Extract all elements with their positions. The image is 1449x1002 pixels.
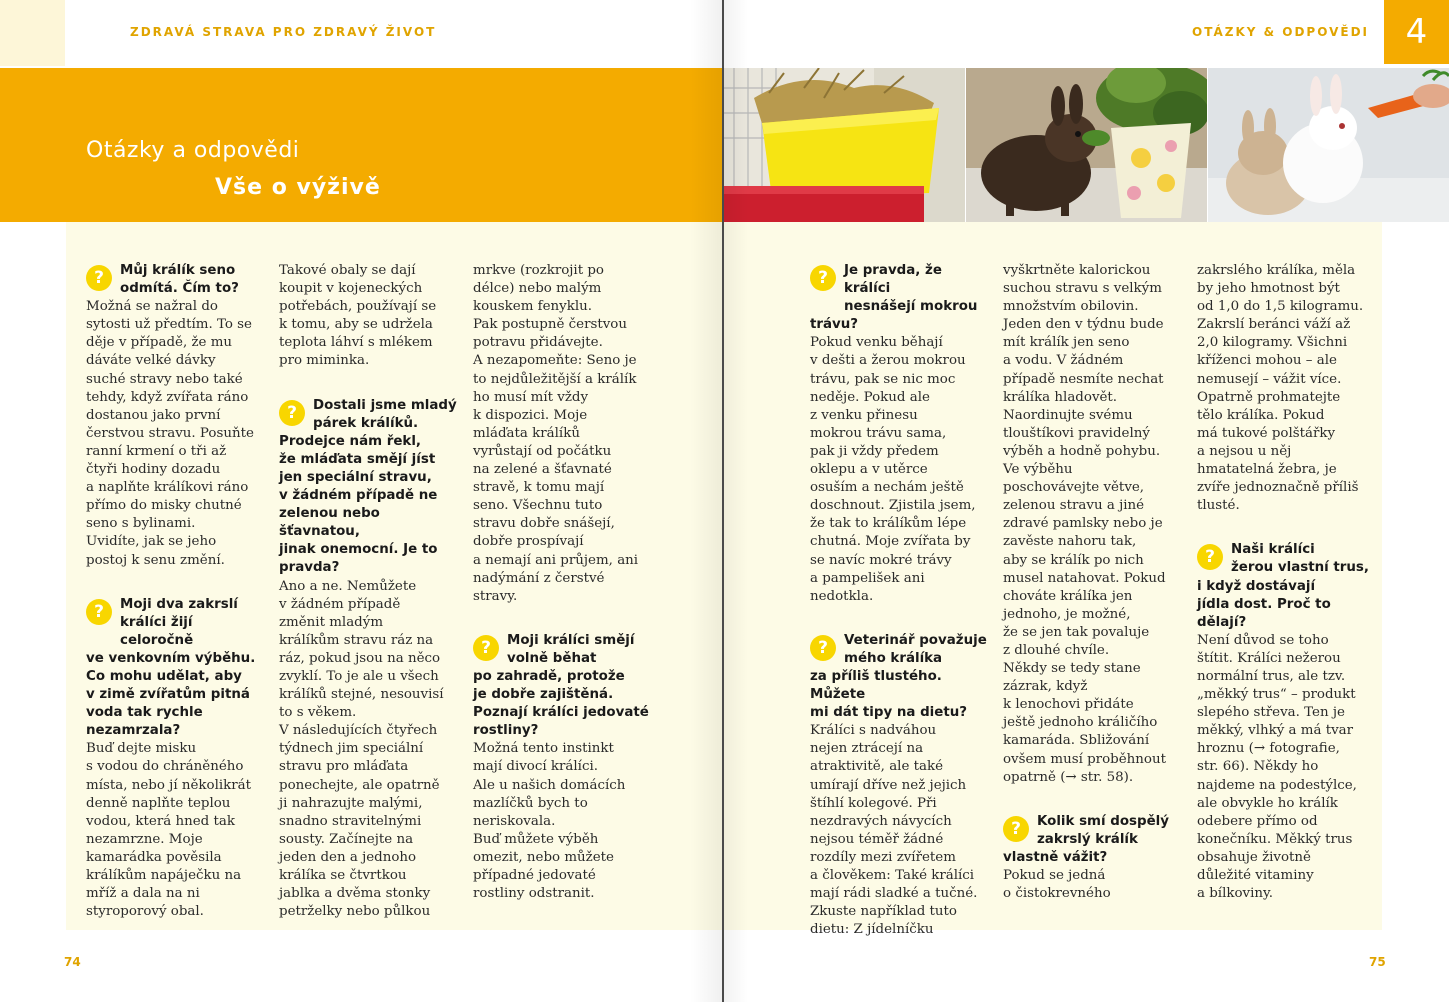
question-line: Můj králík seno [120, 263, 236, 278]
question-line: dělají? [1197, 614, 1247, 630]
question-mark-icon: ? [473, 635, 499, 661]
answer-text [279, 262, 459, 371]
answer-line: umírají dříve než jejich [810, 777, 967, 793]
answer-line: že tak to králíkům lépe [810, 516, 967, 532]
answer-line: A nezapomeňte: Seno je [473, 353, 637, 369]
question-line: vlastně vážit? [1003, 849, 1108, 865]
answer-line: stravu pro mláďata [279, 759, 409, 775]
answer-line: týdnech jim speciální [279, 741, 424, 757]
answer-line: sytosti už předtím. To se [86, 317, 252, 333]
answer-line: nezdravých návycích [810, 813, 952, 829]
question-line: zakrslý králík [1037, 831, 1138, 847]
answer-line: Zakrslí beránci váží až [1197, 317, 1351, 333]
running-head-right: OTÁZKY & ODPOVĚDI [1192, 25, 1369, 39]
answer-line: zavěste nahoru tak, [1003, 534, 1137, 550]
answer-line: najdeme na podestýlce, [1197, 777, 1357, 793]
question-line: odmítá. Čím to? [120, 281, 239, 297]
right-page [724, 0, 1449, 1002]
answer-text [86, 740, 266, 921]
question-line: Je pravda, že králíci [844, 263, 942, 297]
question-line: Moji dva zakrslí [120, 596, 238, 612]
question-line: voda tak rychle [86, 705, 203, 721]
answer-line: dáváte velké dávky [86, 353, 216, 369]
answer-line: o čistokrevného [1003, 886, 1111, 902]
question-mark-icon: ? [810, 265, 836, 291]
answer-line: nadýmání z čerstvé [473, 570, 605, 586]
question-line: žerou vlastní trus, [1231, 560, 1369, 576]
question-mark-icon: ? [86, 265, 112, 291]
answer-line: odebere přímo od [1197, 813, 1318, 829]
answer-line: má tukové polštářky [1197, 425, 1336, 441]
answer-line: chováte králíka jen [1003, 588, 1133, 604]
answer-line: dietu: Z jídelníčku [810, 922, 934, 938]
answer-line: dostanou jako první [86, 407, 221, 423]
question-line: jinak onemocní. Je to [279, 542, 438, 558]
answer-text [473, 262, 653, 606]
answer-line: trávu, pak se nic moc [810, 371, 956, 387]
question-heading [1003, 813, 1183, 867]
answer-line: Pokud se jedná [1003, 868, 1106, 883]
question-heading [1197, 541, 1377, 631]
question-line: i když dostávají [1197, 578, 1316, 594]
answer-line: nedotkla. [810, 588, 874, 604]
question-line: králíci žijí celoročně [120, 614, 194, 648]
answer-line: chutná. Moje zvířata by [810, 534, 971, 550]
answer-line: stravu dobře snášejí, [473, 516, 615, 532]
answer-line: konečníku. Měkký trus [1197, 831, 1353, 847]
answer-line: zelenou stravu a jiné [1003, 498, 1145, 514]
answer-line: jablka a dvěma stonky [279, 886, 431, 902]
answer-line: Pak postupně čerstvou [473, 317, 627, 333]
question-line: v žádném případě ne [279, 488, 438, 504]
answer-line: Pokud venku běhají [810, 335, 943, 351]
answer-text [810, 334, 990, 605]
page-number-right: 75 [1369, 955, 1386, 969]
question-line: nezamrzala? [86, 723, 181, 739]
question-line: že mláďata smějí jíst [279, 451, 436, 467]
answer-line: nemusejí – vážit více. [1197, 371, 1342, 387]
answer-line: děje v případě, že mu [86, 335, 233, 351]
answer-line: seno. Všechnu tuto [473, 498, 603, 514]
answer-line: Jeden den v týdnu bude [1003, 317, 1164, 333]
answer-line: stravy. [473, 588, 518, 604]
answer-line: délce) nebo malým [473, 281, 602, 297]
answer-text [1197, 632, 1377, 903]
answer-text [86, 298, 266, 569]
answer-line: ovšem musí proběhnout [1003, 751, 1166, 767]
answer-line: pro miminka. [279, 353, 370, 369]
answer-line: Zkuste například tuto [810, 904, 957, 920]
answer-line: sousty. Začínejte na [279, 831, 414, 847]
question-line: nesnášejí mokrou [844, 299, 978, 315]
answer-line: Buď dejte misku [86, 741, 197, 757]
answer-text [1197, 262, 1377, 515]
question-line: Poznají králíci jedovaté [473, 705, 649, 721]
answer-line: Naordinujte svému [1003, 407, 1133, 423]
answer-line: mazlíčků bych to [473, 795, 588, 811]
answer-line: z venku přinesu [810, 407, 918, 423]
answer-line: čerstvou stravu. Posuňte [86, 425, 254, 441]
answer-line: suchou stravu s velkým [1003, 281, 1162, 297]
answer-line: případě nesmíte nechat [1003, 371, 1164, 387]
question-line: Naši králíci [1231, 542, 1315, 558]
question-heading [810, 262, 990, 334]
answer-line: mříž a dala na ni [86, 886, 200, 902]
question-line: je dobře zajištěná. [473, 687, 614, 703]
question-line: rostliny? [473, 723, 539, 739]
answer-line: od 1,0 do 1,5 kilogramu. [1197, 299, 1364, 315]
answer-line: zázrak, když [1003, 679, 1088, 695]
answer-line: ji nahrazujte malými, [279, 795, 423, 811]
question-line: trávu? [810, 317, 859, 333]
answer-line: obsahuje životně [1197, 849, 1311, 865]
answer-line: zdravé pamlsky nebo je [1003, 516, 1163, 532]
answer-line: opatrně (→ str. 58). [1003, 769, 1134, 785]
answer-line: kříženci mohou – ale [1197, 353, 1337, 369]
answer-line: přímo do misky chutné [86, 498, 242, 514]
answer-line: štítit. Králíci nežerou [1197, 650, 1341, 666]
answer-line: jeden den a jednoho [279, 849, 417, 865]
answer-line: tlusté. [1197, 498, 1240, 514]
question-line: Co mohu udělat, aby [86, 668, 242, 684]
answer-line: že se jen tak povaluje [1003, 624, 1150, 640]
answer-line: neděje. Pokud ale [810, 389, 930, 405]
answer-line: v žádném případě [279, 596, 401, 612]
answer-line: králíků stejné, nesouvisí [279, 687, 444, 703]
answer-line: Králíci s nadváhou [810, 723, 937, 739]
question-heading [86, 596, 266, 741]
answer-line: k dispozici. Moje [473, 407, 588, 423]
answer-line: styroporový obal. [86, 904, 204, 920]
answer-line: neriskovala. [473, 813, 556, 829]
answer-line: a člověkem: Také králíci [810, 868, 975, 883]
answer-line: V následujících čtyřech [279, 723, 438, 739]
answer-line: Ale u našich domácích [473, 777, 626, 793]
answer-line: Ve výběhu [1003, 462, 1073, 478]
question-heading [279, 397, 459, 578]
text-column [86, 262, 266, 921]
question-mark-icon: ? [1197, 544, 1223, 570]
answer-line: ráz, pokud jsou na něco [279, 650, 441, 666]
answer-line: rostliny odstranit. [473, 886, 595, 902]
answer-line: čtyři hodiny dozadu [86, 462, 221, 478]
running-head-left: ZDRAVÁ STRAVA PRO ZDRAVÝ ŽIVOT [130, 25, 437, 39]
answer-line: na zelené a šťavnaté [473, 462, 612, 478]
answer-line: ho musí mít vždy [473, 389, 589, 405]
answer-line: omezit, nebo můžete [473, 849, 614, 865]
answer-line: slepého střeva. Ten je [1197, 705, 1345, 721]
answer-line: tehdy, když zvířata ráno [86, 389, 249, 405]
photo-rabbit-herbs [966, 68, 1207, 222]
answer-line: štíhlí kolegové. Při [810, 795, 937, 811]
answer-line: se navíc mokré trávy [810, 552, 952, 568]
answer-line: místa, nebo jí několikrát [86, 777, 252, 793]
answer-line: kamaráda. Sbližování [1003, 733, 1150, 749]
answer-line: a vodu. V žádném [1003, 353, 1124, 369]
answer-text [1003, 262, 1183, 787]
section-title: Otázky a odpovědi [86, 138, 300, 163]
question-line: Moji králíci smějí [507, 632, 635, 648]
answer-line: ranní krmení o tři až [86, 443, 227, 459]
question-mark-icon: ? [279, 400, 305, 426]
answer-line: Takové obaly se dají [279, 263, 416, 278]
answer-line: rozdíly mezi zvířetem [810, 849, 956, 865]
answer-line: vyškrtněte kalorickou [1003, 263, 1151, 278]
answer-line: petrželky nebo půlkou [279, 904, 431, 920]
answer-line: mokrou trávu sama, [810, 425, 947, 441]
answer-line: zvyklí. To je ale u všech [279, 668, 439, 684]
answer-line: vodou, která hned tak [86, 813, 235, 829]
photo-hay-rack [724, 68, 965, 222]
answer-line: mláďata králíků [473, 425, 580, 441]
answer-line: normální trus, ale tzv. [1197, 668, 1346, 684]
answer-line: s vodou do chráněného [86, 759, 244, 775]
answer-line: tlouštíkovi pravidelný [1003, 425, 1150, 441]
answer-line: ještě jednoho králičího [1003, 715, 1158, 731]
answer-line: to s věkem. [279, 705, 357, 721]
answer-line: králíkům napáječku na [86, 868, 242, 883]
answer-line: aby se králík po nich [1003, 552, 1144, 568]
answer-line: seno s bylinami. [86, 516, 196, 532]
answer-line: důležité vitaminy [1197, 868, 1314, 883]
answer-line: Možná se nažral do [86, 299, 218, 315]
answer-line: postoj k senu změní. [86, 552, 225, 568]
text-column [279, 262, 459, 921]
answer-line: vyrůstají od počátku [473, 443, 612, 459]
question-line: Kolik smí dospělý [1037, 813, 1170, 829]
answer-line: doschnout. Zjistila jsem, [810, 498, 976, 514]
answer-line: a naplňte králíkovi ráno [86, 480, 249, 496]
book-gutter [722, 0, 724, 1002]
question-mark-icon: ? [1003, 816, 1029, 842]
answer-line: hmatatelná žebra, je [1197, 462, 1337, 478]
answer-line: mají rádi sladké a tučné. [810, 886, 978, 902]
answer-line: denně naplňte teplou [86, 795, 231, 811]
answer-line: pak ji vždy předem [810, 443, 939, 459]
answer-text [279, 578, 459, 922]
answer-line: a pampelišek ani [810, 570, 925, 586]
question-heading [473, 632, 653, 741]
answer-line: množstvím obilovin. [1003, 299, 1139, 315]
answer-line: případné jedovaté [473, 868, 596, 883]
answer-line: koupit v kojeneckých [279, 281, 423, 297]
answer-line: 2,0 kilogramy. Všichni [1197, 335, 1348, 351]
answer-line: a nemají ani průjem, ani [473, 552, 639, 568]
question-mark-icon: ? [810, 635, 836, 661]
answer-line: to nejdůležitější a králík [473, 371, 637, 387]
question-line: Veterinář považuje [844, 632, 987, 648]
answer-line: změnit mladým [279, 614, 384, 630]
answer-line: suché stravy nebo také [86, 371, 243, 387]
question-line: jídla dost. Proč to [1197, 596, 1331, 612]
answer-line: a nejsou u něj [1197, 443, 1292, 459]
answer-line: z dlouhé chvíle. [1003, 642, 1110, 658]
answer-line: musel natahovat. Pokud [1003, 570, 1166, 586]
answer-line: snadno stravitelnými [279, 813, 422, 829]
answer-line: zvíře jednoznačně příliš [1197, 480, 1359, 496]
answer-line: Není důvod se toho [1197, 632, 1329, 648]
answer-line: hroznu (→ fotografie, [1197, 741, 1340, 757]
answer-line: Buď můžete výběh [473, 831, 599, 847]
answer-line: by jeho hmotnost být [1197, 281, 1340, 297]
answer-line: nejsou téměř žádné [810, 831, 944, 847]
answer-text [1003, 867, 1183, 903]
question-line: párek králíků. [313, 415, 419, 431]
answer-line: měkký, vlhký a má tvar [1197, 723, 1354, 739]
page-number-left: 74 [64, 955, 81, 969]
question-line: Dostali jsme mladý [313, 397, 457, 413]
answer-line: oklepu a v utěrce [810, 462, 928, 478]
text-column [1003, 262, 1183, 903]
answer-line: Ano a ne. Nemůžete [279, 578, 417, 594]
answer-line: Možná tento instinkt [473, 741, 614, 757]
answer-line: králíka hladovět. [1003, 389, 1118, 405]
answer-line: str. 66). Někdy ho [1197, 759, 1319, 775]
question-line: v zimě zvířatům pitná [86, 687, 250, 703]
answer-line: ponechejte, ale opatrně [279, 777, 440, 793]
question-line: mi dát tipy na dietu? [810, 705, 968, 721]
answer-line: dobře prospívají [473, 534, 584, 550]
answer-line: Někdy se tedy stane [1003, 661, 1141, 677]
question-mark-icon: ? [86, 599, 112, 625]
answer-line: osuším a nechám ještě [810, 480, 964, 496]
answer-line: jednoho, je možné, [1003, 606, 1131, 622]
left-page [0, 0, 723, 1002]
chapter-number: 4 [1384, 0, 1449, 64]
answer-line: králíkům stravu ráz na [279, 632, 434, 648]
answer-line: výběh a hodně pohybu. [1003, 443, 1161, 459]
corner-tab [0, 0, 65, 66]
photo-rabbits-carrot [1208, 68, 1449, 222]
question-line: pravda? [279, 560, 340, 576]
answer-line: kouskem fenyklu. [473, 299, 593, 315]
answer-line: Uvidíte, jak se jeho [86, 534, 217, 550]
question-line: ve venkovním výběhu. [86, 650, 256, 666]
section-subtitle: Vše o výživě [215, 175, 381, 200]
answer-line: „měkký trus“ – produkt [1197, 687, 1356, 703]
answer-line: atraktivitě, ale také [810, 759, 944, 775]
answer-text [810, 722, 990, 939]
question-line: mého králíka [844, 650, 943, 666]
answer-line: v dešti a žerou mokrou [810, 353, 966, 369]
question-line: jen speciální stravu, [279, 469, 432, 485]
question-line: po zahradě, protože [473, 668, 625, 684]
question-line: Prodejce nám řekl, [279, 433, 422, 449]
answer-line: mít králík jen seno [1003, 335, 1130, 351]
answer-line: tělo králíka. Pokud [1197, 407, 1325, 423]
answer-line: mají divocí králíci. [473, 759, 598, 775]
answer-line: kamarádka pověsila [86, 849, 222, 865]
answer-line: králíka se čtvrtkou [279, 868, 407, 883]
answer-line: k tomu, aby se udržela [279, 317, 433, 333]
answer-line: nezamrzne. Moje [86, 831, 203, 847]
answer-line: nejen ztrácejí na [810, 741, 924, 757]
question-line: zelenou nebo šťavnatou, [279, 506, 380, 540]
answer-line: potravu přidávejte. [473, 335, 603, 351]
text-column [1197, 262, 1377, 903]
answer-text [473, 740, 653, 903]
answer-line: a bílkoviny. [1197, 886, 1274, 902]
answer-line: mrkve (rozkrojit po [473, 263, 604, 278]
question-heading [810, 632, 990, 722]
question-line: za příliš tlustého. Můžete [810, 668, 942, 703]
answer-line: teplota láhví s mlékem [279, 335, 433, 351]
text-column [473, 262, 653, 903]
question-heading [86, 262, 266, 298]
question-line: volně běhat [507, 650, 597, 666]
answer-line: ale obvykle ho králík [1197, 795, 1338, 811]
answer-line: stravě, k tomu mají [473, 480, 605, 496]
text-column [810, 262, 990, 939]
answer-line: Opatrně prohmatejte [1197, 389, 1341, 405]
answer-line: potřebách, používají se [279, 299, 437, 315]
answer-line: k lenochovi přidáte [1003, 697, 1134, 713]
answer-line: zakrslého králíka, měla [1197, 263, 1356, 278]
answer-line: poschovávejte větve, [1003, 480, 1145, 496]
